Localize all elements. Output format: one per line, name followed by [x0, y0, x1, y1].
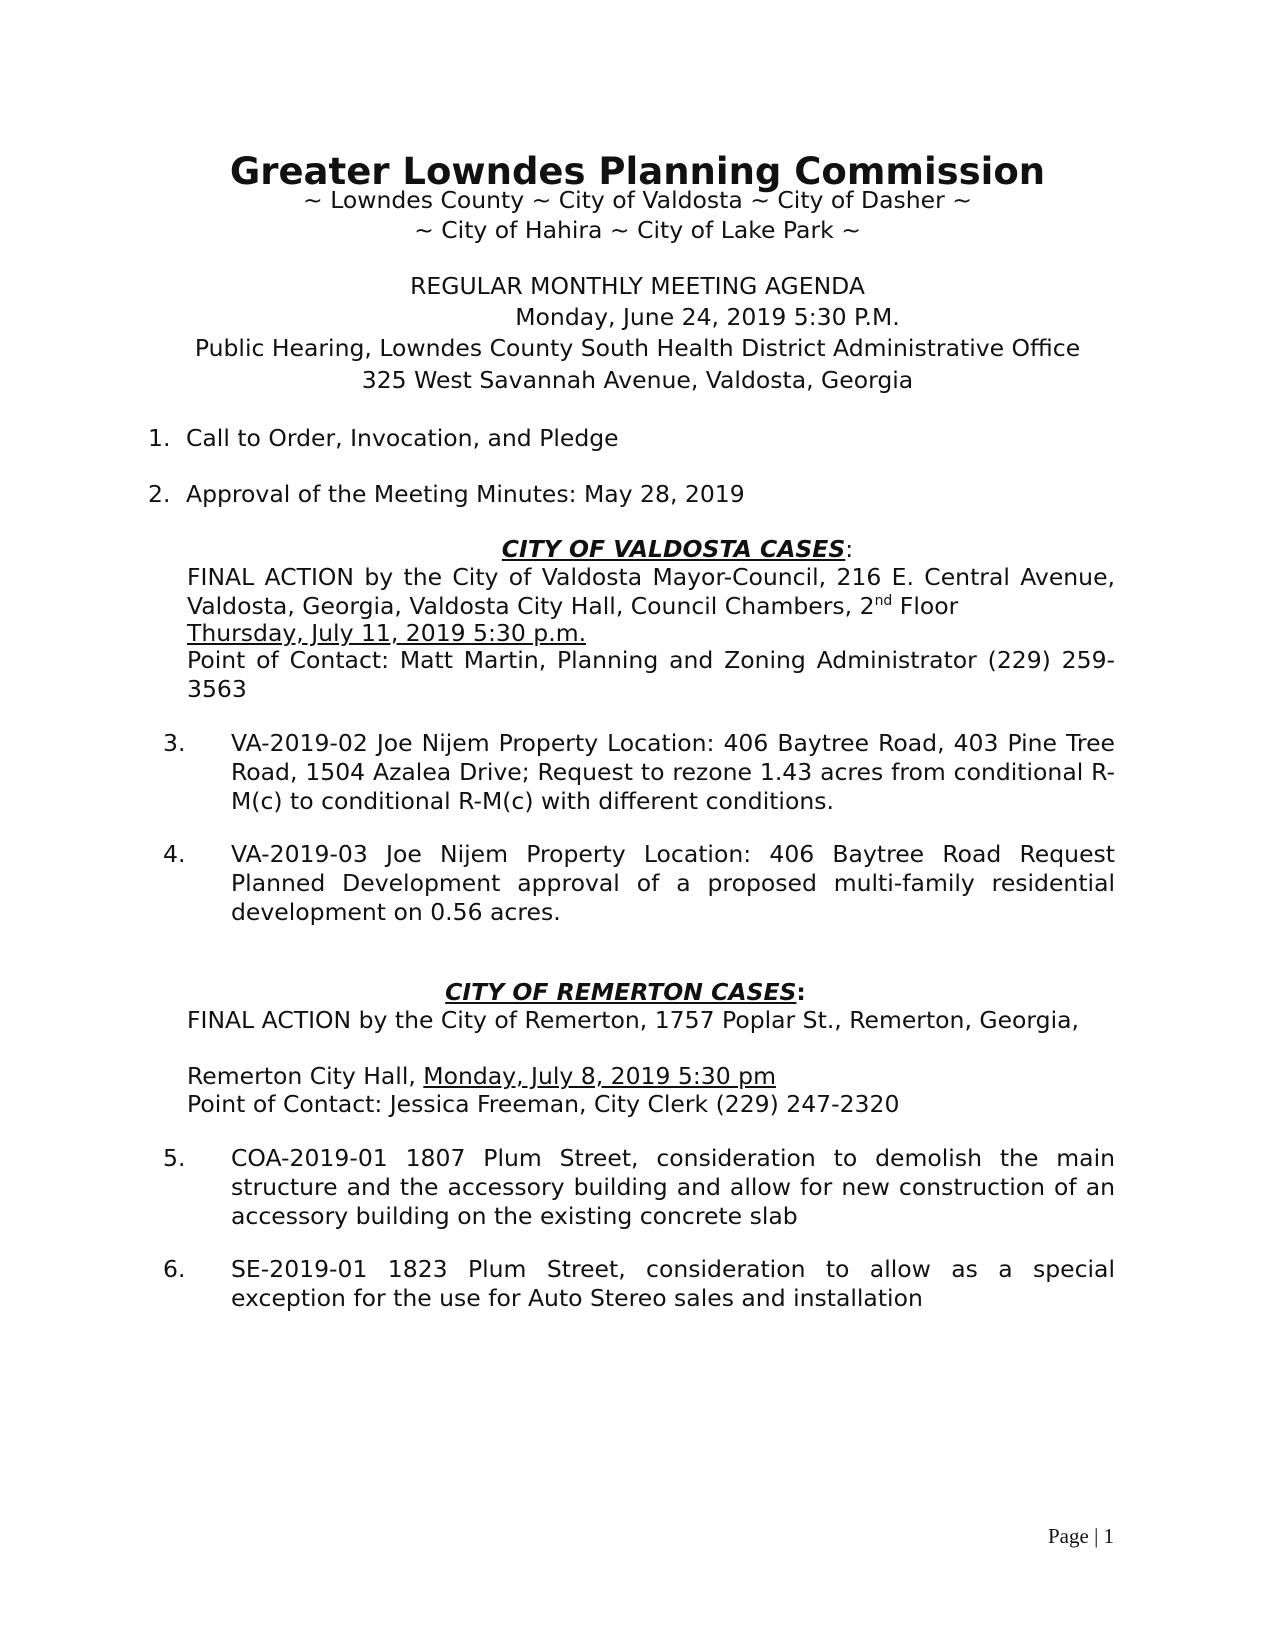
subtitle-line-1: ~ Lowndes County ~ City of Valdosta ~ City of Dasher ~: [303, 186, 972, 214]
meeting-address: 325 West Savannah Avenue, Valdosta, Georgia: [361, 366, 914, 394]
item-number: 2.: [148, 480, 171, 508]
case-text: SE-2019-01 1823 Plum Street, consideration to allow as a special exception for the use for Auto Stereo sales and installation: [231, 1255, 1115, 1312]
case-text: VA-2019-03 Joe Nijem Property Location: 406 Baytree Road Request Planned Development approval of a proposed multi-family residential development on 0.56 acres.: [231, 840, 1115, 926]
valdosta-final-action: [187, 563, 1115, 621]
case-item-3: [163, 729, 1115, 816]
valdosta-section-heading: [40, 535, 1275, 563]
item-text: Call to Order, Invocation, and Pledge: [186, 424, 619, 452]
case-item-4: [163, 840, 1115, 927]
valdosta-floor-text: Floor: [892, 592, 959, 620]
case-number: 3.: [163, 729, 186, 757]
agenda-title: REGULAR MONTHLY MEETING AGENDA: [410, 272, 865, 300]
valdosta-contact: Point of Contact: Matt Martin, Planning and Zoning Administrator (229) 259-3563: [187, 646, 1115, 703]
case-number: 5.: [163, 1144, 186, 1172]
valdosta-heading-text: CITY OF VALDOSTA CASES: [501, 535, 846, 563]
case-item-6: [163, 1255, 1115, 1313]
remerton-contact: Point of Contact: Jessica Freeman, City Clerk (229) 247-2320: [187, 1090, 900, 1118]
case-text: VA-2019-02 Joe Nijem Property Location: 406 Baytree Road, 403 Pine Tree Road, 1504 Azalea Drive; Request to rezone 1.43 acres from conditional R-M(c) to conditional R-M(c) with different conditions.: [231, 729, 1115, 815]
case-text: COA-2019-01 1807 Plum Street, consideration to demolish the main structure and the accessory building and allow for new construction of an accessory building on the existing concrete slab: [231, 1144, 1115, 1230]
subtitle-line-2: ~ City of Hahira ~ City of Lake Park ~: [414, 216, 861, 244]
meeting-date-time: Monday, June 24, 2019 5:30 P.M.: [515, 303, 900, 331]
case-number: 4.: [163, 840, 186, 868]
remerton-city-hall-text: Remerton City Hall,: [187, 1062, 424, 1090]
valdosta-heading-colon: :: [845, 535, 854, 563]
remerton-final-action: FINAL ACTION by the City of Remerton, 1757 Poplar St., Remerton, Georgia,: [187, 1006, 1080, 1034]
valdosta-date-text: Thursday, July 11, 2019 5:30 p.m.: [187, 619, 587, 647]
remerton-section-heading: [0, 978, 1263, 1006]
agenda-item-1: [148, 424, 619, 452]
remerton-date-text: Monday, July 8, 2019 5:30 pm: [423, 1062, 776, 1090]
item-number: 1.: [148, 424, 171, 452]
valdosta-final-action-text: FINAL ACTION by the City of Valdosta Mayor-Council, 216 E. Central Avenue, Valdosta, Georgia, Valdosta City Hall, Council Chambers, 2: [187, 563, 1115, 620]
agenda-item-2: [148, 480, 745, 508]
remerton-heading-colon: :: [796, 978, 806, 1006]
remerton-city-hall: [187, 1062, 1115, 1091]
valdosta-date: [187, 619, 1115, 648]
case-item-5: [163, 1144, 1115, 1231]
remerton-heading-text: CITY OF REMERTON CASES: [445, 978, 797, 1006]
case-number: 6.: [163, 1255, 186, 1283]
meeting-location: Public Hearing, Lowndes County South Health District Administrative Office: [194, 334, 1081, 362]
page-number: Page | 1: [1048, 1524, 1115, 1548]
item-text: Approval of the Meeting Minutes: May 28, 2019: [186, 480, 745, 508]
valdosta-floor-superscript: nd: [874, 593, 893, 610]
document-title: Greater Lowndes Planning Commission: [229, 150, 1046, 193]
